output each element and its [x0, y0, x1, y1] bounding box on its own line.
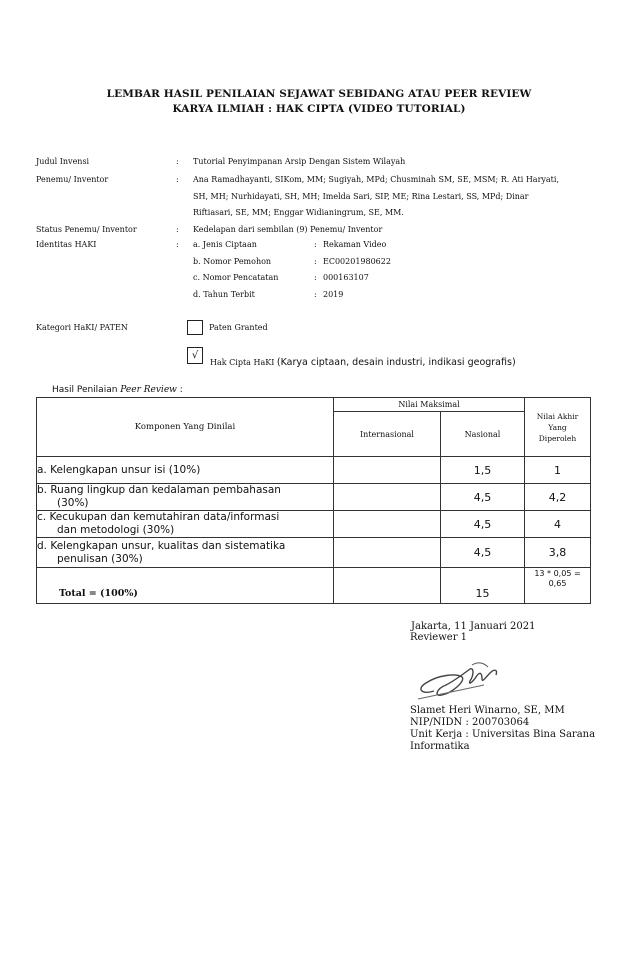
row-c-label [37, 511, 334, 538]
judul-label: Judul Invensi [36, 157, 90, 166]
row-b-line-2: (30%) [57, 497, 89, 509]
total-akhir [525, 568, 591, 604]
row-a-line-1: a. Kelengkapan unsur isi (10%) [37, 463, 201, 476]
header-nilai-maksimal: Nilai Maksimal [334, 398, 525, 412]
signature-role: Reviewer 1 [410, 632, 468, 643]
header-nasional: Nasional [441, 412, 525, 457]
row-a-akhir: 1 [525, 457, 591, 484]
penemu-colon: : [176, 175, 179, 184]
row-b-line-1: b. Ruang lingkup dan kedalaman pembahasan [37, 484, 281, 496]
total-nasional: 15 [441, 568, 525, 604]
haki-label-d: d. Tahun Terbit [193, 290, 255, 299]
table-row [37, 511, 591, 538]
row-d-nasional: 4,5 [441, 538, 525, 568]
penemu-line-2: SH, MH; Nurhidayati, SH, MH; Imelda Sari, SIP, ME; Rina Lestari, SS, MPd; Dinar [193, 192, 529, 201]
status-label: Status Penemu/ Inventor [36, 225, 137, 234]
row-d-internasional [334, 538, 441, 568]
signature-unit-line-1: Unit Kerja : Universitas Bina Sarana [410, 729, 596, 740]
hak-cipta-label-prefix: Hak Cipta HaKI [210, 358, 277, 367]
total-akhir-line-1: 13 * 0,05 = [534, 569, 581, 578]
header-nilai-akhir-line-1: Nilai Akhir [536, 411, 579, 421]
row-c-line-1: c. Kecukupan dan kemutahiran data/informasi [37, 511, 280, 523]
hak-cipta-checkbox[interactable] [187, 347, 203, 364]
table-header-row-1 [37, 398, 591, 412]
total-label: Total = (100%) [37, 568, 334, 604]
row-b-label [37, 484, 334, 511]
total-akhir-line-2: 0,65 [548, 579, 567, 588]
review-caption-suffix: : [176, 385, 183, 395]
header-komponen: Komponen Yang Dinilai [37, 398, 334, 457]
checkmark-icon: √ [191, 350, 199, 361]
row-a-internasional [334, 457, 441, 484]
row-b-internasional [334, 484, 441, 511]
table-total-row [37, 568, 591, 604]
haki-colon-c: : [314, 273, 317, 282]
table-row [37, 484, 591, 511]
signature-nip: NIP/NIDN : 200703064 [410, 717, 530, 728]
haki-value-d: 2019 [323, 290, 344, 299]
total-internasional [334, 568, 441, 604]
review-table [36, 397, 591, 604]
penemu-line-3: Riftiasari, SE, MM; Enggar Widianingrum, SE, MM. [193, 208, 404, 217]
row-a-label [37, 457, 334, 484]
status-value: Kedelapan dari sembilan (9) Penemu/ Inventor [193, 225, 383, 234]
paten-granted-checkbox[interactable] [187, 320, 203, 335]
header-nilai-akhir [525, 398, 591, 457]
table-row [37, 538, 591, 568]
row-d-label [37, 538, 334, 568]
judul-value: Tutorial Penyimpanan Arsip Dengan Sistem Wilayah [193, 157, 406, 166]
hak-cipta-label [210, 350, 516, 369]
review-caption-italic: Peer Review [120, 385, 177, 395]
paten-granted-label: Paten Granted [209, 323, 268, 332]
header-nilai-akhir-line-2: Yang [548, 422, 567, 432]
row-c-akhir: 4 [525, 511, 591, 538]
haki-label-c: c. Nomor Pencatatan [193, 273, 279, 282]
row-c-internasional [334, 511, 441, 538]
haki-value-c: 000163107 [323, 273, 369, 282]
review-caption [52, 385, 183, 395]
table-row [37, 457, 591, 484]
row-d-akhir: 3,8 [525, 538, 591, 568]
document-title: LEMBAR HASIL PENILAIAN SEJAWAT SEBIDANG ATAU PEER REVIEW [106, 88, 532, 100]
penemu-line-1: Ana Ramadhayanti, SIKom, MM; Sugiyah, MPd; Chusminah SM, SE, MSM; R. Ati Haryati, [193, 175, 559, 184]
row-d-line-1: d. Kelengkapan unsur, kualitas dan sistematika [37, 539, 286, 552]
document-subtitle: KARYA ILMIAH : HAK CIPTA (VIDEO TUTORIAL) [172, 103, 466, 115]
hak-cipta-label-detail: (Karya ciptaan, desain industri, indikasi geografis) [276, 357, 516, 368]
haki-label-a: a. Jenis Ciptaan [193, 240, 257, 249]
identitas-colon: : [176, 240, 179, 249]
row-c-nasional: 4,5 [441, 511, 525, 538]
haki-colon-b: : [314, 257, 317, 266]
haki-value-b: EC00201980622 [323, 257, 391, 266]
status-colon: : [176, 225, 179, 234]
signature-unit-line-2: Informatika [410, 741, 470, 752]
row-b-nasional: 4,5 [441, 484, 525, 511]
signature-place-date: Jakarta, 11 Januari 2021 [411, 621, 536, 632]
haki-value-a: Rekaman Video [323, 240, 387, 249]
kategori-label: Kategori HaKI/ PATEN [36, 323, 128, 332]
haki-colon-d: : [314, 290, 317, 299]
judul-colon: : [176, 157, 179, 166]
header-internasional: Internasional [334, 412, 441, 457]
row-a-nasional: 1,5 [441, 457, 525, 484]
review-caption-prefix: Hasil Penilaian [52, 385, 121, 395]
signature-scribble [412, 655, 512, 703]
penemu-label: Penemu/ Inventor [36, 175, 109, 184]
haki-label-b: b. Nomor Pemohon [193, 257, 272, 266]
signature-name: Slamet Heri Winarno, SE, MM [410, 705, 565, 716]
row-c-line-2: dan metodologi (30%) [57, 524, 175, 536]
row-d-line-2: penulisan (30%) [57, 552, 143, 565]
header-nilai-akhir-line-3: Diperoleh [538, 433, 577, 443]
identitas-label: Identitas HAKI [36, 240, 97, 249]
row-b-akhir: 4,2 [525, 484, 591, 511]
haki-colon-a: : [314, 240, 317, 249]
